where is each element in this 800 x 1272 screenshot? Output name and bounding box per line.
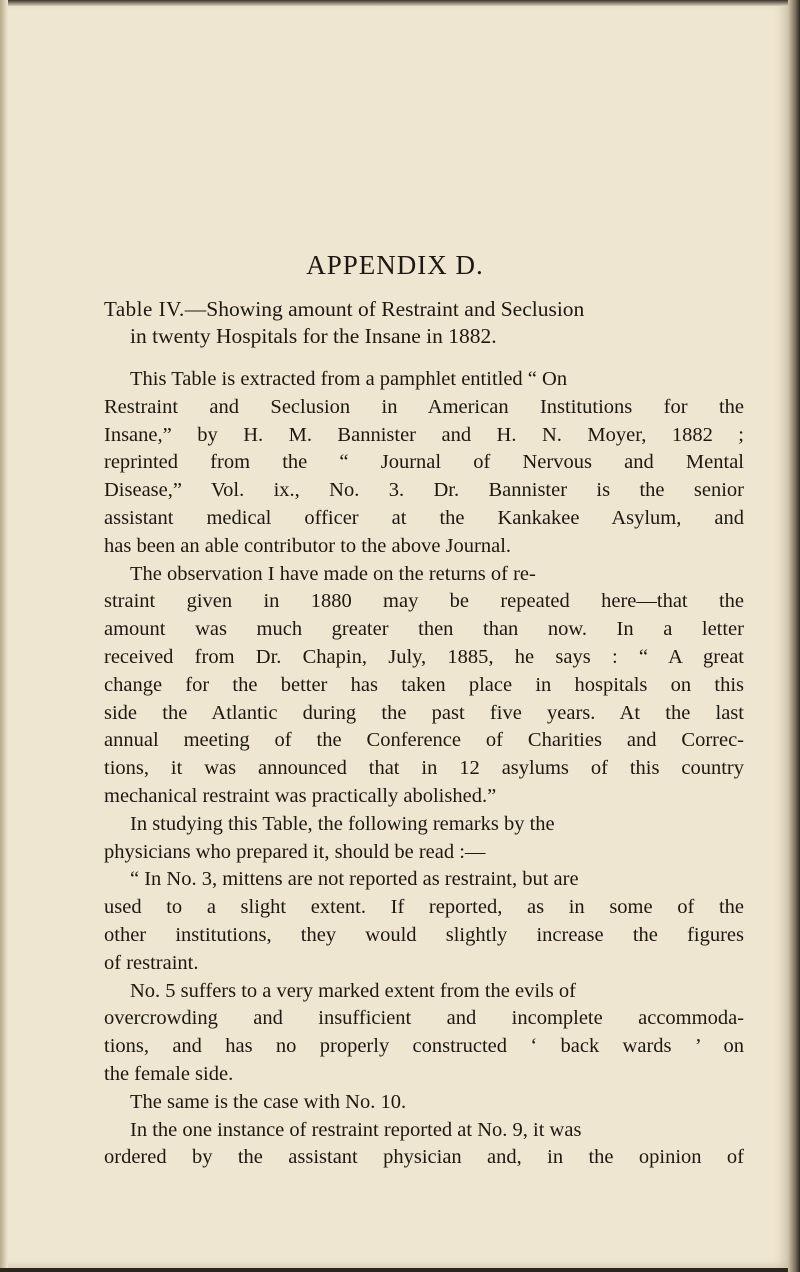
text-line: Disease,” Vol. ix., No. 3. Dr. Bannister is the senior: [104, 479, 744, 502]
text-line: side the Atlantic during the past five years. At the last: [104, 701, 744, 724]
text-line: ordered by the assistant physician and, in the opinion of: [104, 1146, 744, 1169]
text-line: mechanical restraint was practically abolished.”: [104, 784, 497, 807]
text-line: used to a slight extent. If reported, as in some of the: [104, 896, 744, 919]
text-line: of restraint.: [104, 951, 199, 974]
text-line: tions, it was announced that in 12 asylums of this country: [104, 757, 744, 780]
text-line: physicians who prepared it, should be read :—: [104, 840, 486, 863]
book-spine-edge: [788, 0, 800, 1272]
text-line: Insane,” by H. M. Bannister and H. N. Moyer, 1882 ;: [104, 423, 744, 446]
text-line: Restraint and Seclusion in American Institutions for the: [104, 395, 744, 418]
caption-line-1: [104, 296, 744, 323]
text-line: other institutions, they would slightly increase the figures: [104, 923, 744, 946]
text-line: This Table is extracted from a pamphlet entitled “ On: [130, 368, 568, 390]
text-line: amount was much greater then than now. In a letter: [104, 618, 744, 641]
text-line: In studying this Table, the following remarks by the: [130, 812, 555, 835]
table-label: Table IV.: [104, 297, 185, 321]
text-line: reprinted from the “ Journal of Nervous and Mental: [104, 451, 744, 474]
text-line: “ In No. 3, mittens are not reported as restraint, but are: [130, 868, 579, 891]
text-line: the female side.: [104, 1062, 234, 1085]
text-line: tions, and has no properly constructed ‘ back wards ’ on: [104, 1035, 744, 1058]
text-line: straint given in 1880 may be repeated here—that the: [104, 590, 744, 613]
text-line: In the one instance of restraint reported at No. 9, it was: [130, 1118, 582, 1141]
table-caption: [104, 296, 744, 350]
page-left-edge: [0, 0, 8, 1268]
text-line: The observation I have made on the returns of re-: [130, 562, 536, 585]
text-line: has been an able contributor to the above Journal.: [104, 534, 512, 557]
text-line: No. 5 suffers to a very marked extent from the evils of: [130, 979, 576, 1002]
text-line: The same is the case with No. 10.: [130, 1090, 407, 1113]
appendix-heading: APPENDIX D.: [306, 250, 484, 280]
page-top-edge: [0, 0, 790, 6]
caption-text-1: —Showing amount of Restraint and Seclusion: [184, 297, 585, 321]
text-line: overcrowding and insufficient and incomplete accommoda-: [104, 1007, 744, 1030]
text-line: assistant medical officer at the Kankakee Asylum, and: [104, 506, 744, 529]
text-line: change for the better has taken place in hospitals on this: [104, 673, 744, 696]
text-line: received from Dr. Chapin, July, 1885, he says : “ A great: [104, 645, 744, 668]
body-text: [104, 366, 744, 1172]
caption-line-2: in twenty Hospitals for the Insane in 1882.: [130, 324, 497, 348]
text-line: annual meeting of the Conference of Charities and Correc-: [104, 729, 744, 752]
